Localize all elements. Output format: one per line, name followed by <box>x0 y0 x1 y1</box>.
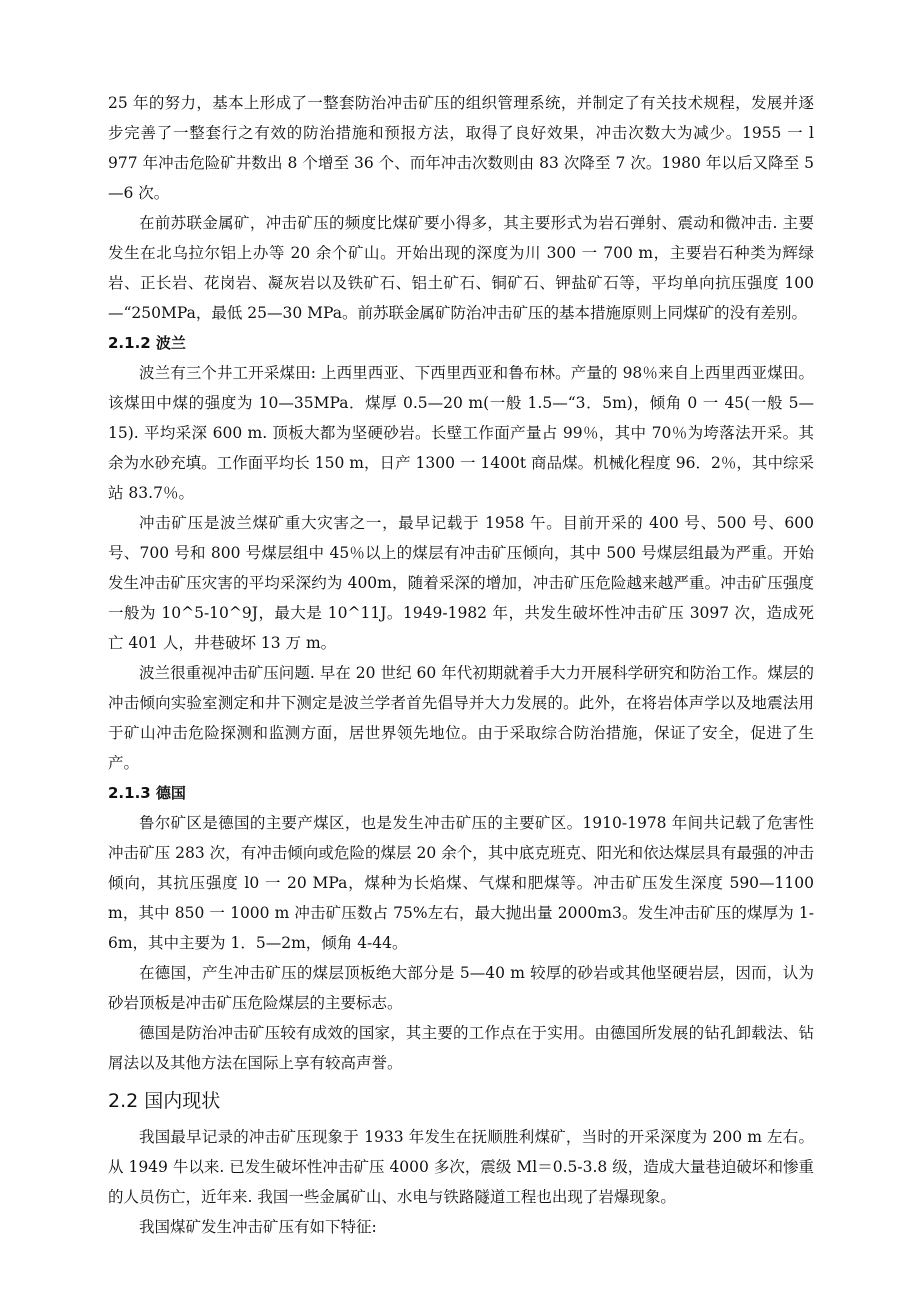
body-paragraph: 我国最早记录的冲击矿压现象于 1933 年发生在抚顺胜利煤矿，当时的开采深度为 200 m 左右。从 1949 牛以来. 已发生破坏性冲击矿压 4000 多次，震级 Ml＝0.5-3.8 级，造成大量巷迫破坏和惨重的人员伤亡，近年来. 我国一些金属矿山、水电与铁路隧道工程也出现了岩爆现象。 <box>108 1128 814 1206</box>
document-body <box>108 88 814 1242</box>
body-paragraph: 鲁尔矿区是德国的主要产煤区，也是发生冲击矿压的主要矿区。1910-1978 年间共记载了危害性冲击矿压 283 次，有冲击倾向或危险的煤层 20 余个，其中底克班克、阳光和依达煤层具有最强的冲击倾向，其抗压强度 l0 一 20 MPa，煤种为长焰煤、气煤和肥煤等。冲击矿压发生深度 590—1100 m，其中 850 一 1000 m 冲击矿压数占 75%左右，最大抛出量 2000m3。发生冲击矿压的煤厚为 1-6m，其中主要为 1．5—2m，倾角 4-44。 <box>108 814 814 952</box>
body-paragraph: 波兰有三个井工开采煤田: 上西里西亚、下西里西亚和鲁布林。产量的 98％来自上西里西亚煤田。该煤田中煤的强度为 10—35MPa．煤厚 0.5—20 m(一般 1.5—“3．5m)，倾角 0 一 45(一般 5—15). 平均采深 600 m. 顶板大都为坚硬砂岩。长壁工作面产量占 99％，其中 70％为垮落法开采。其余为水砂充填。工作面平均长 150 m，日产 1300 一 1400t 商品煤。机械化程度 96．2％，其中综采站 83.7％。 <box>108 364 814 502</box>
body-paragraph: 我国煤矿发生冲击矿压有如下特征: <box>139 1218 377 1236</box>
body-paragraph: 在前苏联金属矿，冲击矿压的频度比煤矿要小得多，其主要形式为岩石弹射、震动和微冲击. 主要发生在北乌拉尔铝上办等 20 余个矿山。开始出现的深度为川 300 一 700 m，主要岩石种类为辉绿岩、正长岩、花岗岩、凝灰岩以及铁矿石、铝土矿石、铜矿石、钾盐矿石等，平均单向抗压强度 100—“250MPa，最低 25—30 MPa。前苏联金属矿防治冲击矿压的基本措施原则上同煤矿的没有差别。 <box>108 214 814 322</box>
section-heading: 2.1.2 波兰 <box>108 334 186 352</box>
body-paragraph: 在德国，产生冲击矿压的煤层顶板绝大部分是 5—40 m 较厚的砂岩或其他坚硬岩层，因而，认为砂岩顶板是冲击矿压危险煤层的主要标志。 <box>108 964 814 1012</box>
section-heading: 2.1.3 德国 <box>108 784 186 802</box>
body-paragraph: 德国是防治冲击矿压较有成效的国家，其主要的工作点在于实用。由德国所发展的钻孔卸载法、钻屑法以及其他方法在国际上享有较高声誉。 <box>108 1024 814 1072</box>
body-paragraph: 波兰很重视冲击矿压问题. 早在 20 世纪 60 年代初期就着手大力开展科学研究和防治工作。煤层的冲击倾向实验室测定和井下测定是波兰学者首先倡导并大力发展的。此外，在将岩体声学以及地震法用于矿山冲击危险探测和监测方面，居世界领先地位。由于采取综合防治措施，保证了安全，促进了生产。 <box>108 664 814 772</box>
body-paragraph: 冲击矿压是波兰煤矿重大灾害之一，最早记载于 1958 午。目前开采的 400 号、500 号、600 号、700 号和 800 号煤层组中 45％以上的煤层有冲击矿压倾向，其中 500 号煤层组最为严重。开始发生冲击矿压灾害的平均采深约为 400m，随着采深的增加，冲击矿压危险越来越严重。冲击矿压强度一般为 10^5-10^9J，最大是 10^11J。1949-1982 年，共发生破坏性冲击矿压 3097 次，造成死亡 401 人，井巷破坏 13 万 m。 <box>108 514 814 652</box>
chapter-heading: 2.2 国内现状 <box>108 1090 221 1112</box>
body-paragraph: 25 年的努力，基本上形成了一整套防治冲击矿压的组织管理系统，并制定了有关技术规程，发展并逐步完善了一整套行之有效的防治措施和预报方法，取得了良好效果，冲击次数大为减少。1955 一 l 977 年冲击危险矿井数出 8 个增至 36 个、而年冲击次数则由 83 次降至 7 次。1980 年以后又降至 5—6 次。 <box>108 94 814 202</box>
